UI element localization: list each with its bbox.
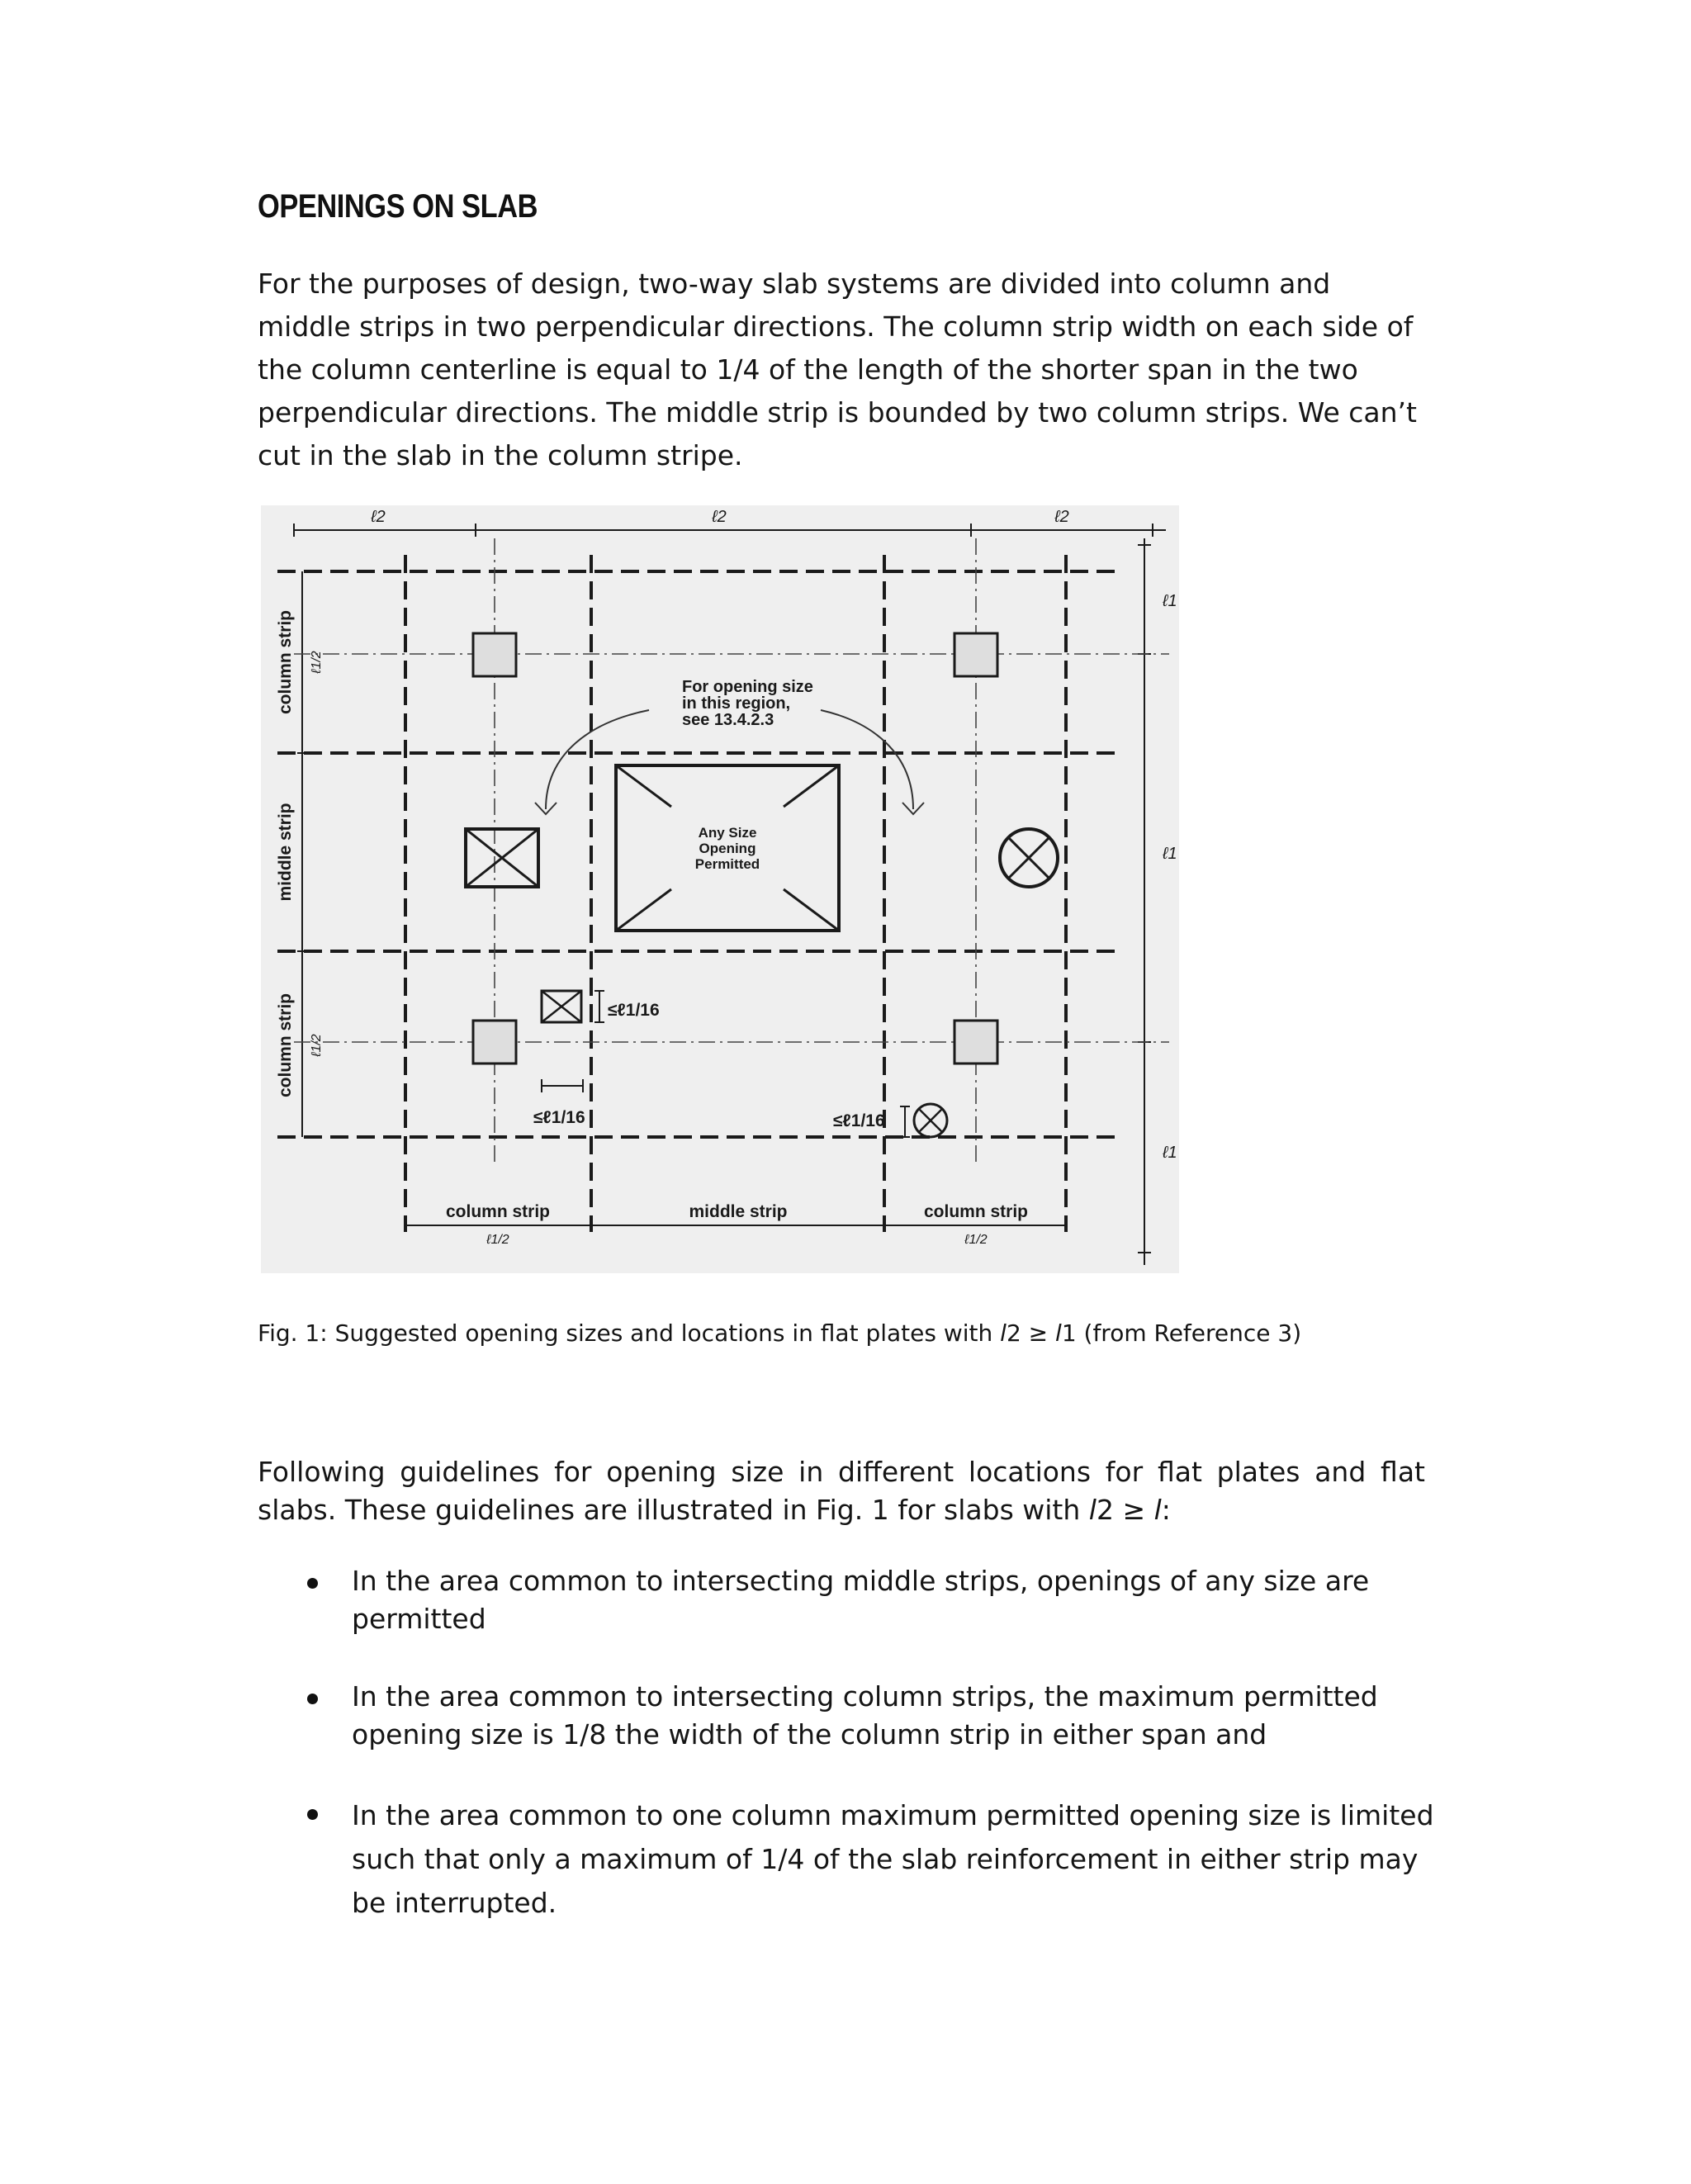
opening-near-column [542,991,581,1022]
column-top-left [473,633,516,676]
prohibited-opening-middle-right [1000,829,1058,887]
page-title: OPENINGS ON SLAB [258,188,538,225]
top-dim-3: ℓ2 [1054,508,1069,526]
right-dim-2: ℓ1 [1163,845,1177,863]
bottom-strip-1-label: column strip [445,1202,551,1221]
slab-openings-figure [261,505,1179,1273]
dim-right-bottom-label: ≤ℓ1/16 [833,1111,885,1130]
dim-left-bottom-label: ≤ℓ1/16 [533,1108,585,1127]
opening-middle-left [466,829,538,887]
left-strip-3-sub: ℓ1/2 [310,1034,324,1057]
intro-paragraph: For the purposes of design, two-way slab systems are divided into column and middle strips in two perpendicular directions. The column strip width on each side of the column centerline is equal to 1/4 of the length of the shorter span in the two perpendicular directions. The middle strip is bounded by two column strips. We can’t cut in the slab in the column stripe. [258,268,1417,471]
slab-diagram [261,505,1179,1273]
left-strip-1-label: column strip [276,609,295,715]
bullet-icon [307,1809,318,1820]
right-dim-3: ℓ1 [1163,1144,1177,1162]
list-item: In the area common to intersecting middle strips, openings of any size are permitted [258,1562,1438,1638]
note-line-2: in this region, [682,694,791,713]
column-top-right [954,633,997,676]
bottom-strip-3-label: column strip [923,1202,1029,1221]
left-strip-3-label: column strip [276,993,295,1098]
list-item: In the area common to one column maximum permitted opening size is limited such that only a maximum of 1/4 of the slab reinforcement in either strip may be interrupted. [258,1793,1438,1925]
note-line-3: see 13.4.2.3 [682,711,774,729]
column-bottom-right [954,1021,997,1064]
note-arrow-right [821,710,913,809]
bullet-icon [307,1694,318,1704]
dim-vertical-label: ≤ℓ1/16 [608,1001,660,1020]
center-box-line-2: Opening [699,841,756,856]
guidelines-paragraph: Following guidelines for opening size in different locations for flat plates and flat slabs. These guidelines are illustrated in Fig. 1 for slabs with l2 ≥ l: [258,1456,1425,1526]
guideline-list [258,1562,1438,1964]
bottom-strip-1-sub: ℓ1/2 [486,1233,509,1247]
center-box-line-1: Any Size [698,825,757,841]
top-dim-1: ℓ2 [371,508,386,526]
note-arrow-left [546,710,649,809]
bullet-icon [307,1578,318,1589]
note-line-1: For opening size [682,678,813,696]
top-dim-2: ℓ2 [712,508,727,526]
column-bottom-left [473,1021,516,1064]
bottom-strip-2-label: middle strip [689,1202,788,1221]
right-dim-1: ℓ1 [1163,592,1177,610]
left-strip-2-label: middle strip [276,803,295,902]
bottom-strip-3-sub: ℓ1/2 [964,1233,988,1247]
prohibited-opening-bottom [914,1104,947,1137]
figure-caption: Fig. 1: Suggested opening sizes and locations in flat plates with l2 ≥ l1 (from Reference 3) [258,1319,1302,1347]
center-box-line-3: Permitted [694,856,760,872]
left-strip-1-sub: ℓ1/2 [310,651,324,674]
list-item: In the area common to intersecting column strips, the maximum permitted opening size is 1/8 the width of the column strip in either span and [258,1678,1438,1754]
